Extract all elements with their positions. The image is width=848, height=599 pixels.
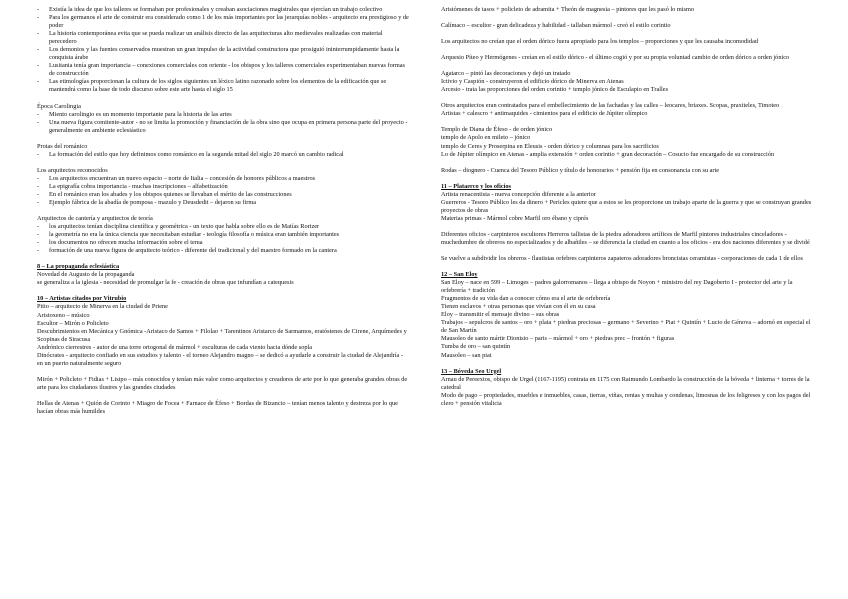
section-title-12: 12 – San Eloy	[441, 271, 478, 279]
paragraph: Aristómenes de tasos + policleto de adramita + Theón de magnesia – pintores que les pasó lo mismo	[441, 6, 695, 13]
text-line: San Eloy – nace en 599 – Limoges – padres galorromanos – llega a obispo de Noyon + ministro del rey Dagoberto I - protector del arte y la orfebrería + tradición	[441, 279, 793, 295]
list-item: - Los demonios y las fuentes conservados muestran un gran impulso de la actividad constructora que prosiguió ininterrumpidamente hasta la conquista árabe	[37, 46, 410, 62]
canteria-list	[37, 223, 410, 255]
text-line: Novedad de Augusto de la propaganda	[37, 271, 135, 279]
text-line: Tumba de oro – san quintín	[441, 343, 511, 351]
text-line: Agatarco – pintó las decoraciones y dejó un tratado	[441, 70, 571, 78]
text-line: Arnau de Pereextos, obispo de Urgel (1167-1195) contrata en 1175 con Raimundo Lombardo la construcción de la bóveda + linterna + torres de la catedral	[441, 375, 810, 391]
paragraph: Calímaco – escultor - gran delicadeza y habilidad - tallaban mármol - creó el estilo corintio	[441, 22, 671, 30]
protas-list	[37, 151, 410, 159]
list-item: - los documentos no ofrecen mucha información sobre el tema	[37, 239, 410, 247]
list-item: - La formación del estilo que hoy definimos como románico en la segunda mitad del siglo 20 marcó un cambio radical	[37, 151, 410, 159]
list-item: - formación de una nueva figura de arquitecto teórico - diferente del tradicional y del maestro formado en la cantera	[37, 247, 410, 255]
paragraph: Se vuelve a subdividir los obreros - flautistas orfebres carpinteros zapateros adoradores broncistas ceramistas - corporaciones de cada 1 de ellos	[441, 254, 803, 262]
text-line: Escultor – Mirón o Policleto	[37, 319, 109, 327]
text-line: Artista renacentista - nueva concepción diferente a la anterior	[441, 190, 596, 198]
carolingia-list	[37, 111, 410, 135]
list-item: - Los arquitectos encuentran un nuevo espacio – norte de Italia – concesión de honores públicos a maestros	[37, 175, 410, 183]
text-line: Templo de Diana de Éfeso - de orden jónico	[441, 126, 553, 134]
text-line: Dinócrates - arquitecto confiado en sus estudios y talento - el torneo Alejandro magno – se dedicó a ayudarle a construir la ciudad de Alejandría - en un puerto naturalmente seguro	[37, 351, 403, 367]
paragraph: Rodas – diognero - Cuenca del Tesoro Público y título de honorarios + pensión fija en consonancia con su arte	[441, 166, 720, 174]
text-line: Andrónico cierrestres - autor de una torre ortogonal de mármol + esculturas de cada viento hacia dónde sopla	[37, 343, 313, 351]
text-line: Pitio – arquitecto de Minerva en la ciudad de Priene	[37, 303, 168, 311]
text-line: templo de Ceres y Proserpina en Eleusis - orden dórico y columnas para los sacrificios	[441, 142, 659, 150]
list-item: - Las etimologías proporcionan la cultura de los siglos siguientes un léxico latino razonado sobre los elementos de la edificación que se mantendrá como la base de todo discurso sobre este arte hasta el siglo 15	[37, 78, 410, 94]
list-item: - Lusitania tenía gran importancia – conexiones comerciales con oriente - los obispos y los talleres comerciales experimentaban nuevas formas de construcción	[37, 62, 410, 78]
text-line: Arcesio - trata las proporciones del orden corintio + templo jónico de Esculapio en Tralles	[441, 86, 669, 94]
paragraph: Arquesio Píteo y Hermógenes - creían en el estilo dórico - el último cogió y por su propia voluntad cambio de orden dórico a orden jónico	[441, 54, 790, 62]
paragraph: Hellas de Atenas + Quión de Corinto + Miagro de Focea + Farnace de Éfeso + Bordas de Bizancio – tenían menos talento y destreza por lo que hacían obras más humildes	[37, 399, 398, 415]
list-item: - En el románico eran los abades y los obispos quienes se llevaban el mérito de las construcciones	[37, 191, 410, 199]
list-item: - Miento carolingio es un momento importante para la historia de las artes	[37, 111, 410, 119]
text-line: Lo de Júpiter olímpico en Atenas - amplia extensión + orden corintio + gran decoración – Cosucio fue encargado de su construcción	[441, 150, 775, 158]
paragraph: Los arquitectos no creían que el orden dórico fuera apropiado para los templos – proporciones y que les causaba incomodidad	[441, 38, 759, 46]
text-line: Eloy – transmitir el mensaje divino – sus obras	[441, 311, 560, 319]
text-line: se generaliza a la iglesia - necesidad de promulgar la fe - creación de obras que infundían a catequesis	[37, 279, 294, 287]
text-line: Mausoleo de santo mártir Dionisio – paris – mármol + oro + piedras prec – frontón + figuras	[441, 335, 675, 343]
text-line: templo de Apolo en mileto – jónico	[441, 134, 531, 142]
intro-list	[37, 6, 410, 95]
text-line: Modo de pago – propiedades, muebles e inmuebles, casas, tierras, viñas, rentas y multas y condenas, limosnas de los feligreses y con los pagos del clero + pensión vitalicia	[441, 391, 811, 407]
section-heading-carolingia: Época Carolingia	[37, 102, 81, 110]
reconocidos-list	[37, 175, 410, 207]
list-item: - Existía la idea de que los talleres se formaban por profesionales y creaban asociaciones magistrales que ejercían un trabajo colectivo	[37, 6, 410, 14]
section-heading-protas: Protas del románico	[37, 142, 88, 150]
text-line: Mausoleo – san piat	[441, 351, 492, 359]
list-item: - La historia contemporánea evita que se pueda realizar un análisis directo de las arquitecturas alto medievales realizadas con material perecedero	[37, 30, 410, 46]
section-title-11: 11 – Plataerco y los oficios	[441, 182, 512, 190]
text-line: Trabajos – sepulcros de santos – oro + plata + piedras preciosas – germano + Severino + Piat + Quintín + Lucio de Génova – adornó en especial el de San Martín	[441, 319, 811, 335]
list-item: - los arquitectos tenían disciplina científica y geométrica - un texto que habla sobre ello es de Matías Rorizer	[37, 223, 410, 231]
section-title-10: 10 – Artistas citados por Vitrubio	[37, 295, 127, 303]
text-line: Ictivio y Caspión - construyeron el edificio dórico de Minerva en Atenas	[441, 78, 624, 86]
section-heading-canteria: Arquitectos de cantería y arquitectos de teoría	[37, 215, 153, 223]
section-title-13: 13 – Bóveda Seo Urgel	[441, 367, 502, 375]
text-line: Descubrimientos en Mecánica y Gnómica -Aristaco de Samos + Filolao + Tarentinos Aristarco de Sarmamos, eratóstenes de Cirene, Arquímedes y Scopinas de Siracusa	[37, 327, 407, 343]
section-title-8: 8 – La propaganda eclesiástica	[37, 263, 120, 271]
text-line: Materias primas - Mármol cobre Marfil oro ébano y ciprés	[441, 214, 589, 222]
paragraph: Diferentes oficios - carpinteros escultores Herreros tallistas de la piedra adoradores artífices de Marfil pintores industriales cinceladores - muchedumbre de obreros no especializados y de albañiles – se diferencia la ciudad en cuanto a los oficios - era dos naciones diferentes y se dividé	[441, 230, 810, 246]
text-line: Fragmentos de su vida dan a conocer cómo era el arte de orfebrería	[441, 295, 611, 303]
text-line: Tienen esclavos + otras personas que vivían con él en su casa	[441, 303, 596, 311]
list-item: - la geometría no era la única ciencia que necesitaban estudiar - teología filosofía o música eran también importantes	[37, 231, 410, 239]
text-line: Guerreros - Tesoro Público les da dinero + Pericles quiere que a estos se les proporcione un trabajo aparte de la guerra y que se construyan grandes proyectos de obras	[441, 198, 812, 214]
text-line: Aristoxeno – músico	[37, 311, 90, 319]
text-line: Otros arquitectos eran contratados para el embellecimiento de las fachadas y las calles – leocares, briaxes. Scopas, praxiteles, Timoteo	[441, 102, 780, 110]
right-column	[441, 6, 816, 408]
section-heading-reconocidos: Los arquitectos reconocidos	[37, 166, 108, 174]
list-item: - Ejemplo fábrica de la abadía de pomposa - mazulo y Deusdedit – dejaron su firma	[37, 199, 410, 207]
text-line: Artistas + calescro + antimaquides - cimientos para el edificio de Júpiter olímpico	[441, 110, 648, 118]
list-item: - La epigrafía cobra importancia - muchas inscripciones – alfabetización	[37, 183, 410, 191]
list-item: - Una nueva figura comitente-autor - no se limita la promoción y financiación de la obra sino que ocupa en primera persona parte del proyecto - generalmente en ambiente eclesiástico	[37, 119, 410, 135]
list-item: - Para los germanos el arte de construir era considerado como 1 de los más importantes por las jerarquías nobles - arquitecto era prestigioso y de poder	[37, 14, 410, 30]
paragraph: Mirón + Policleto + Fidias + Lisipo – más conocidos y tenían más valor como arquitectos y creadores de arte por lo que generaba grandes obras de arte para los ciudadanos ilustres y las grandes ciudades	[37, 375, 408, 391]
left-column	[37, 6, 410, 416]
